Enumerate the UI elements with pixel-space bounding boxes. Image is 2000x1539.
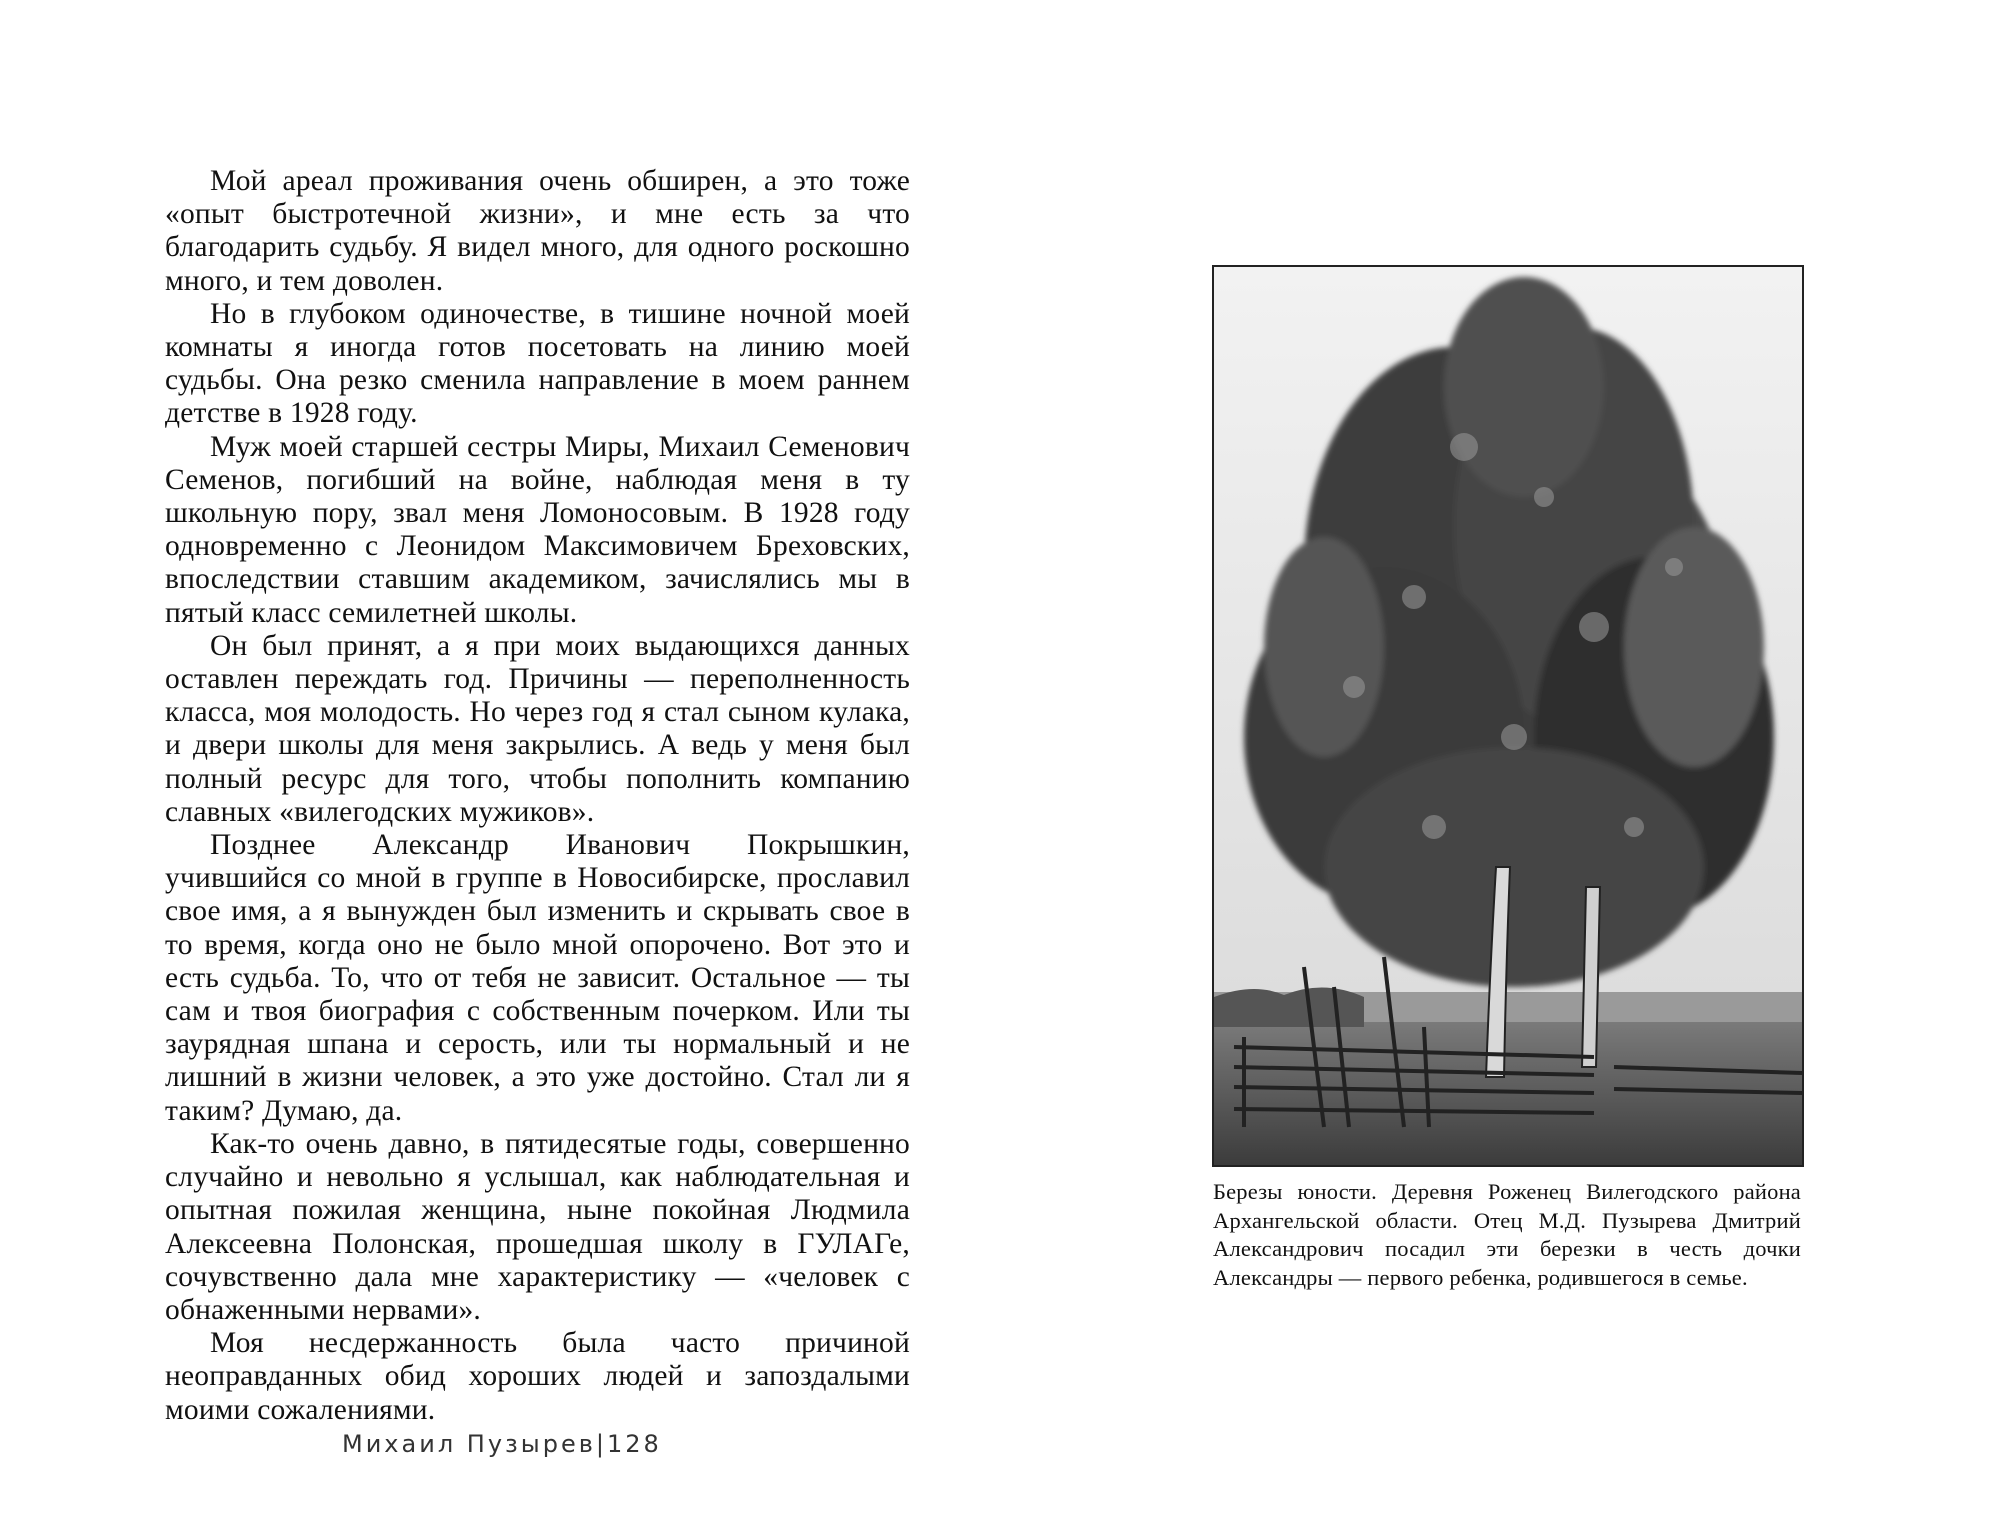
photo-caption: Березы юности. Деревня Роженец Вилегодского района Архангельской области. Отец М.Д. Пузырева Дмитрий Александрович посадил эти березки в честь дочки Александры — первого ребенка, родившегося в семье. bbox=[1213, 1179, 1801, 1290]
footer-separator: | bbox=[595, 1430, 607, 1458]
left-page-text bbox=[165, 165, 910, 1427]
paragraph: Моя несдержанность была часто причиной неоправданных обид хороших людей и запоздалыми моими сожалениями. bbox=[165, 1327, 910, 1426]
paragraph: Позднее Александр Иванович Покрышкин, учившийся со мной в группе в Новосибирске, прославил свое имя, а я вынужден был изменить и скрывать свое в то время, когда оно не было мной опорочено. Вот это и есть судьба. То, что от тебя не зависит. Остальное — ты сам и твоя биография с собственным почерком. Или ты заурядная шпана и серость, или ты нормальный и не лишний в жизни человек, а это уже достойно. Стал ли я таким? Думаю, да. bbox=[165, 829, 910, 1127]
paragraph: Но в глубоком одиночестве, в тишине ночной моей комнаты я иногда готов посетовать на линию моей судьбы. Она резко сменила направление в моем раннем детстве в 1928 году. bbox=[165, 297, 910, 430]
page-footer bbox=[342, 1430, 662, 1458]
footer-author: Михаил Пузырев bbox=[342, 1430, 596, 1458]
paragraph: Мой ареал проживания очень обширен, а это тоже «опыт быстротечной жизни», и мне есть за что благодарить судьбу. Я видел много, для одного роскошно много, и тем доволен. bbox=[165, 165, 910, 297]
birch-trees-illustration bbox=[1214, 267, 1802, 1165]
paragraph: Как-то очень давно, в пятидесятые годы, совершенно случайно и невольно я услышал, как наблюдательная и опытная пожилая женщина, ныне покойная Людмила Алексеевна Полонская, прошедшая школу в ГУЛАГе, сочувственно дала мне характеристику — «человек с обнаженными нервами». bbox=[165, 1127, 910, 1326]
paragraph: Муж моей старшей сестры Миры, Михаил Семенович Семенов, погибший на войне, наблюдая меня в ту школьную пору, звал меня Ломоносовым. В 1928 году одновременно с Леонидом Максимовичем Бреховских, впоследствии ставшим академиком, зачислялись мы в пятый класс семилетней школы. bbox=[165, 430, 910, 629]
paragraph: Он был принят, а я при моих выдающихся данных оставлен переждать год. Причины — переполненность класса, моя молодость. Но через год я стал сыном кулака, и двери школы для меня закрылись. А ведь у меня был полный ресурс для того, чтобы пополнить компанию славных «вилегодских мужиков». bbox=[165, 629, 910, 828]
birch-trees-photo bbox=[1212, 265, 1804, 1167]
page-number: 128 bbox=[606, 1430, 662, 1458]
